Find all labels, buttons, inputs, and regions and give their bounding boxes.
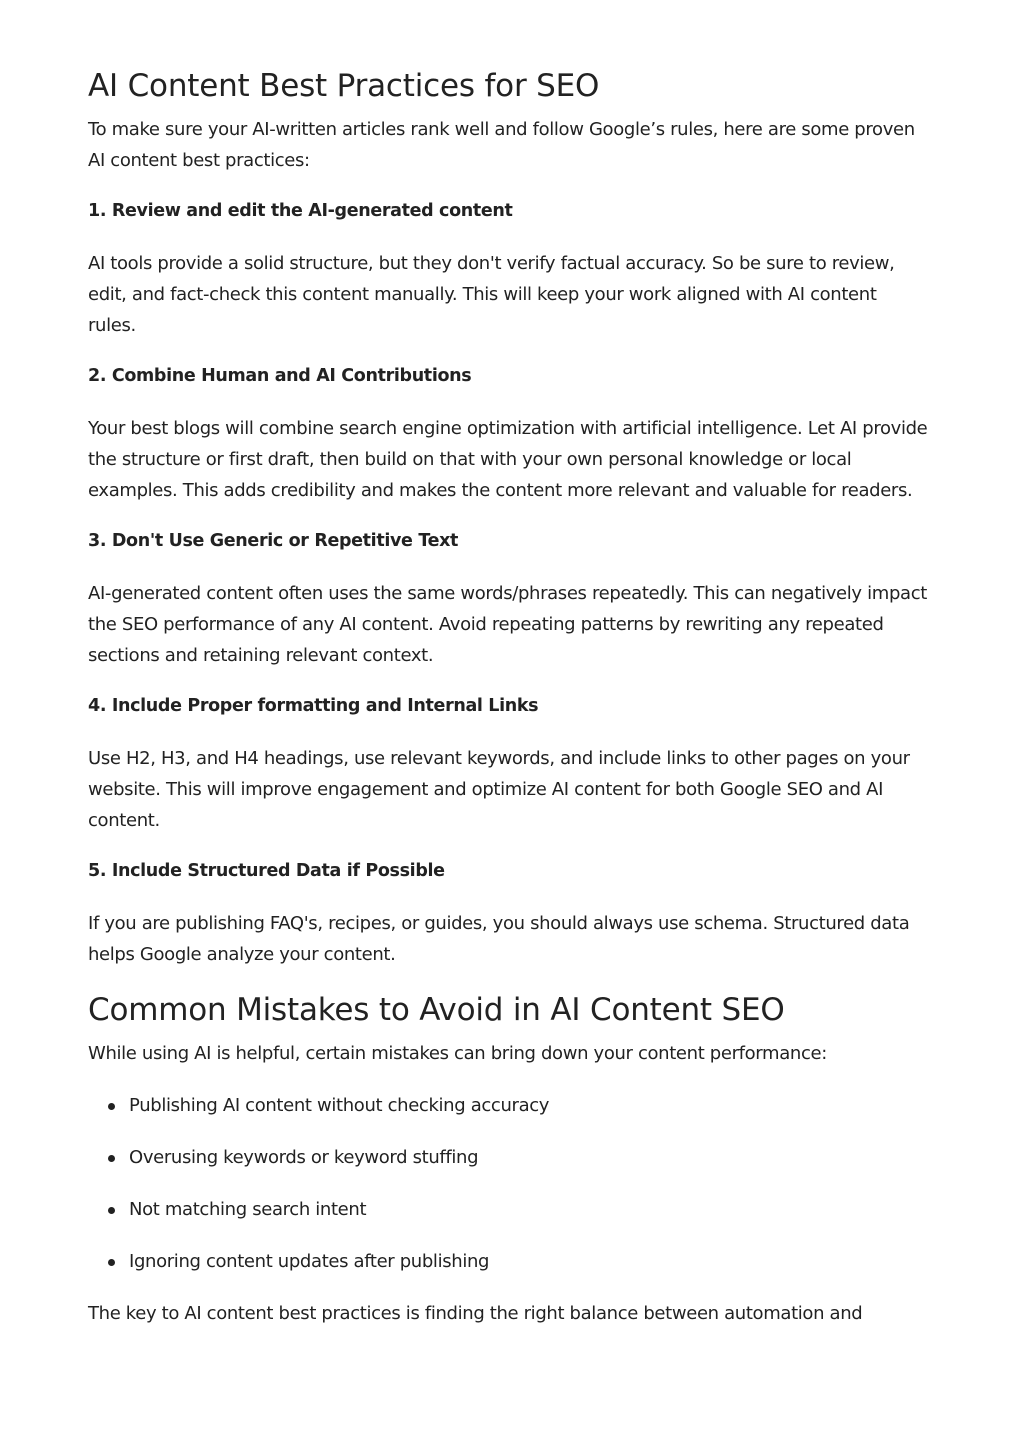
mistakes-intro: While using AI is helpful, certain mistakes can bring down your content performance:	[88, 1043, 827, 1064]
practice-heading-4: 4. Include Proper formatting and Internal Links	[88, 696, 539, 716]
document-page	[88, 0, 928, 1329]
bullet-icon	[108, 1103, 115, 1110]
practice-body-3: AI-generated content often uses the same words/phrases repeatedly. This can negatively impact the SEO performance of any AI content. Avoid repeating patterns by rewriting any repeated sections and retaining relevant context.	[88, 583, 927, 666]
closing-paragraph: The key to AI content best practices is finding the right balance between automation and	[88, 1303, 863, 1324]
bullet-icon	[108, 1207, 115, 1214]
practice-heading-5: 5. Include Structured Data if Possible	[88, 861, 445, 881]
practice-heading-2: 2. Combine Human and AI Contributions	[88, 366, 472, 386]
practice-body-2: Your best blogs will combine search engine optimization with artificial intelligence. Let AI provide the structure or first draft, then build on that with your own personal knowledge or local examples. This adds credibility and makes the content more relevant and valuable for readers.	[88, 418, 928, 501]
bullet-icon	[108, 1155, 115, 1162]
section-title-best-practices: AI Content Best Practices for SEO	[88, 68, 600, 104]
list-item	[88, 1246, 928, 1277]
bullet-icon	[108, 1259, 115, 1266]
practice-heading-1: 1. Review and edit the AI-generated content	[88, 201, 513, 221]
list-item	[88, 1090, 928, 1121]
section-intro: To make sure your AI-written articles rank well and follow Google’s rules, here are some proven AI content best practices:	[88, 119, 915, 171]
list-item	[88, 1142, 928, 1173]
practice-heading-3: 3. Don't Use Generic or Repetitive Text	[88, 531, 459, 551]
practice-body-4: Use H2, H3, and H4 headings, use relevant keywords, and include links to other pages on your website. This will improve engagement and optimize AI content for both Google SEO and AI content.	[88, 748, 910, 831]
list-item-text: Overusing keywords or keyword stuffing	[129, 1147, 479, 1168]
list-item-text: Publishing AI content without checking accuracy	[129, 1095, 550, 1116]
list-item	[88, 1194, 928, 1225]
list-item-text: Ignoring content updates after publishing	[129, 1251, 490, 1272]
mistakes-list	[88, 1090, 928, 1277]
practice-body-5: If you are publishing FAQ's, recipes, or guides, you should always use schema. Structured data helps Google analyze your content.	[88, 913, 910, 965]
section-title-common-mistakes: Common Mistakes to Avoid in AI Content SEO	[88, 992, 785, 1028]
practice-body-1: AI tools provide a solid structure, but they don't verify factual accuracy. So be sure to review, edit, and fact-check this content manually. This will keep your work aligned with AI content rules.	[88, 253, 895, 336]
list-item-text: Not matching search intent	[129, 1199, 367, 1220]
